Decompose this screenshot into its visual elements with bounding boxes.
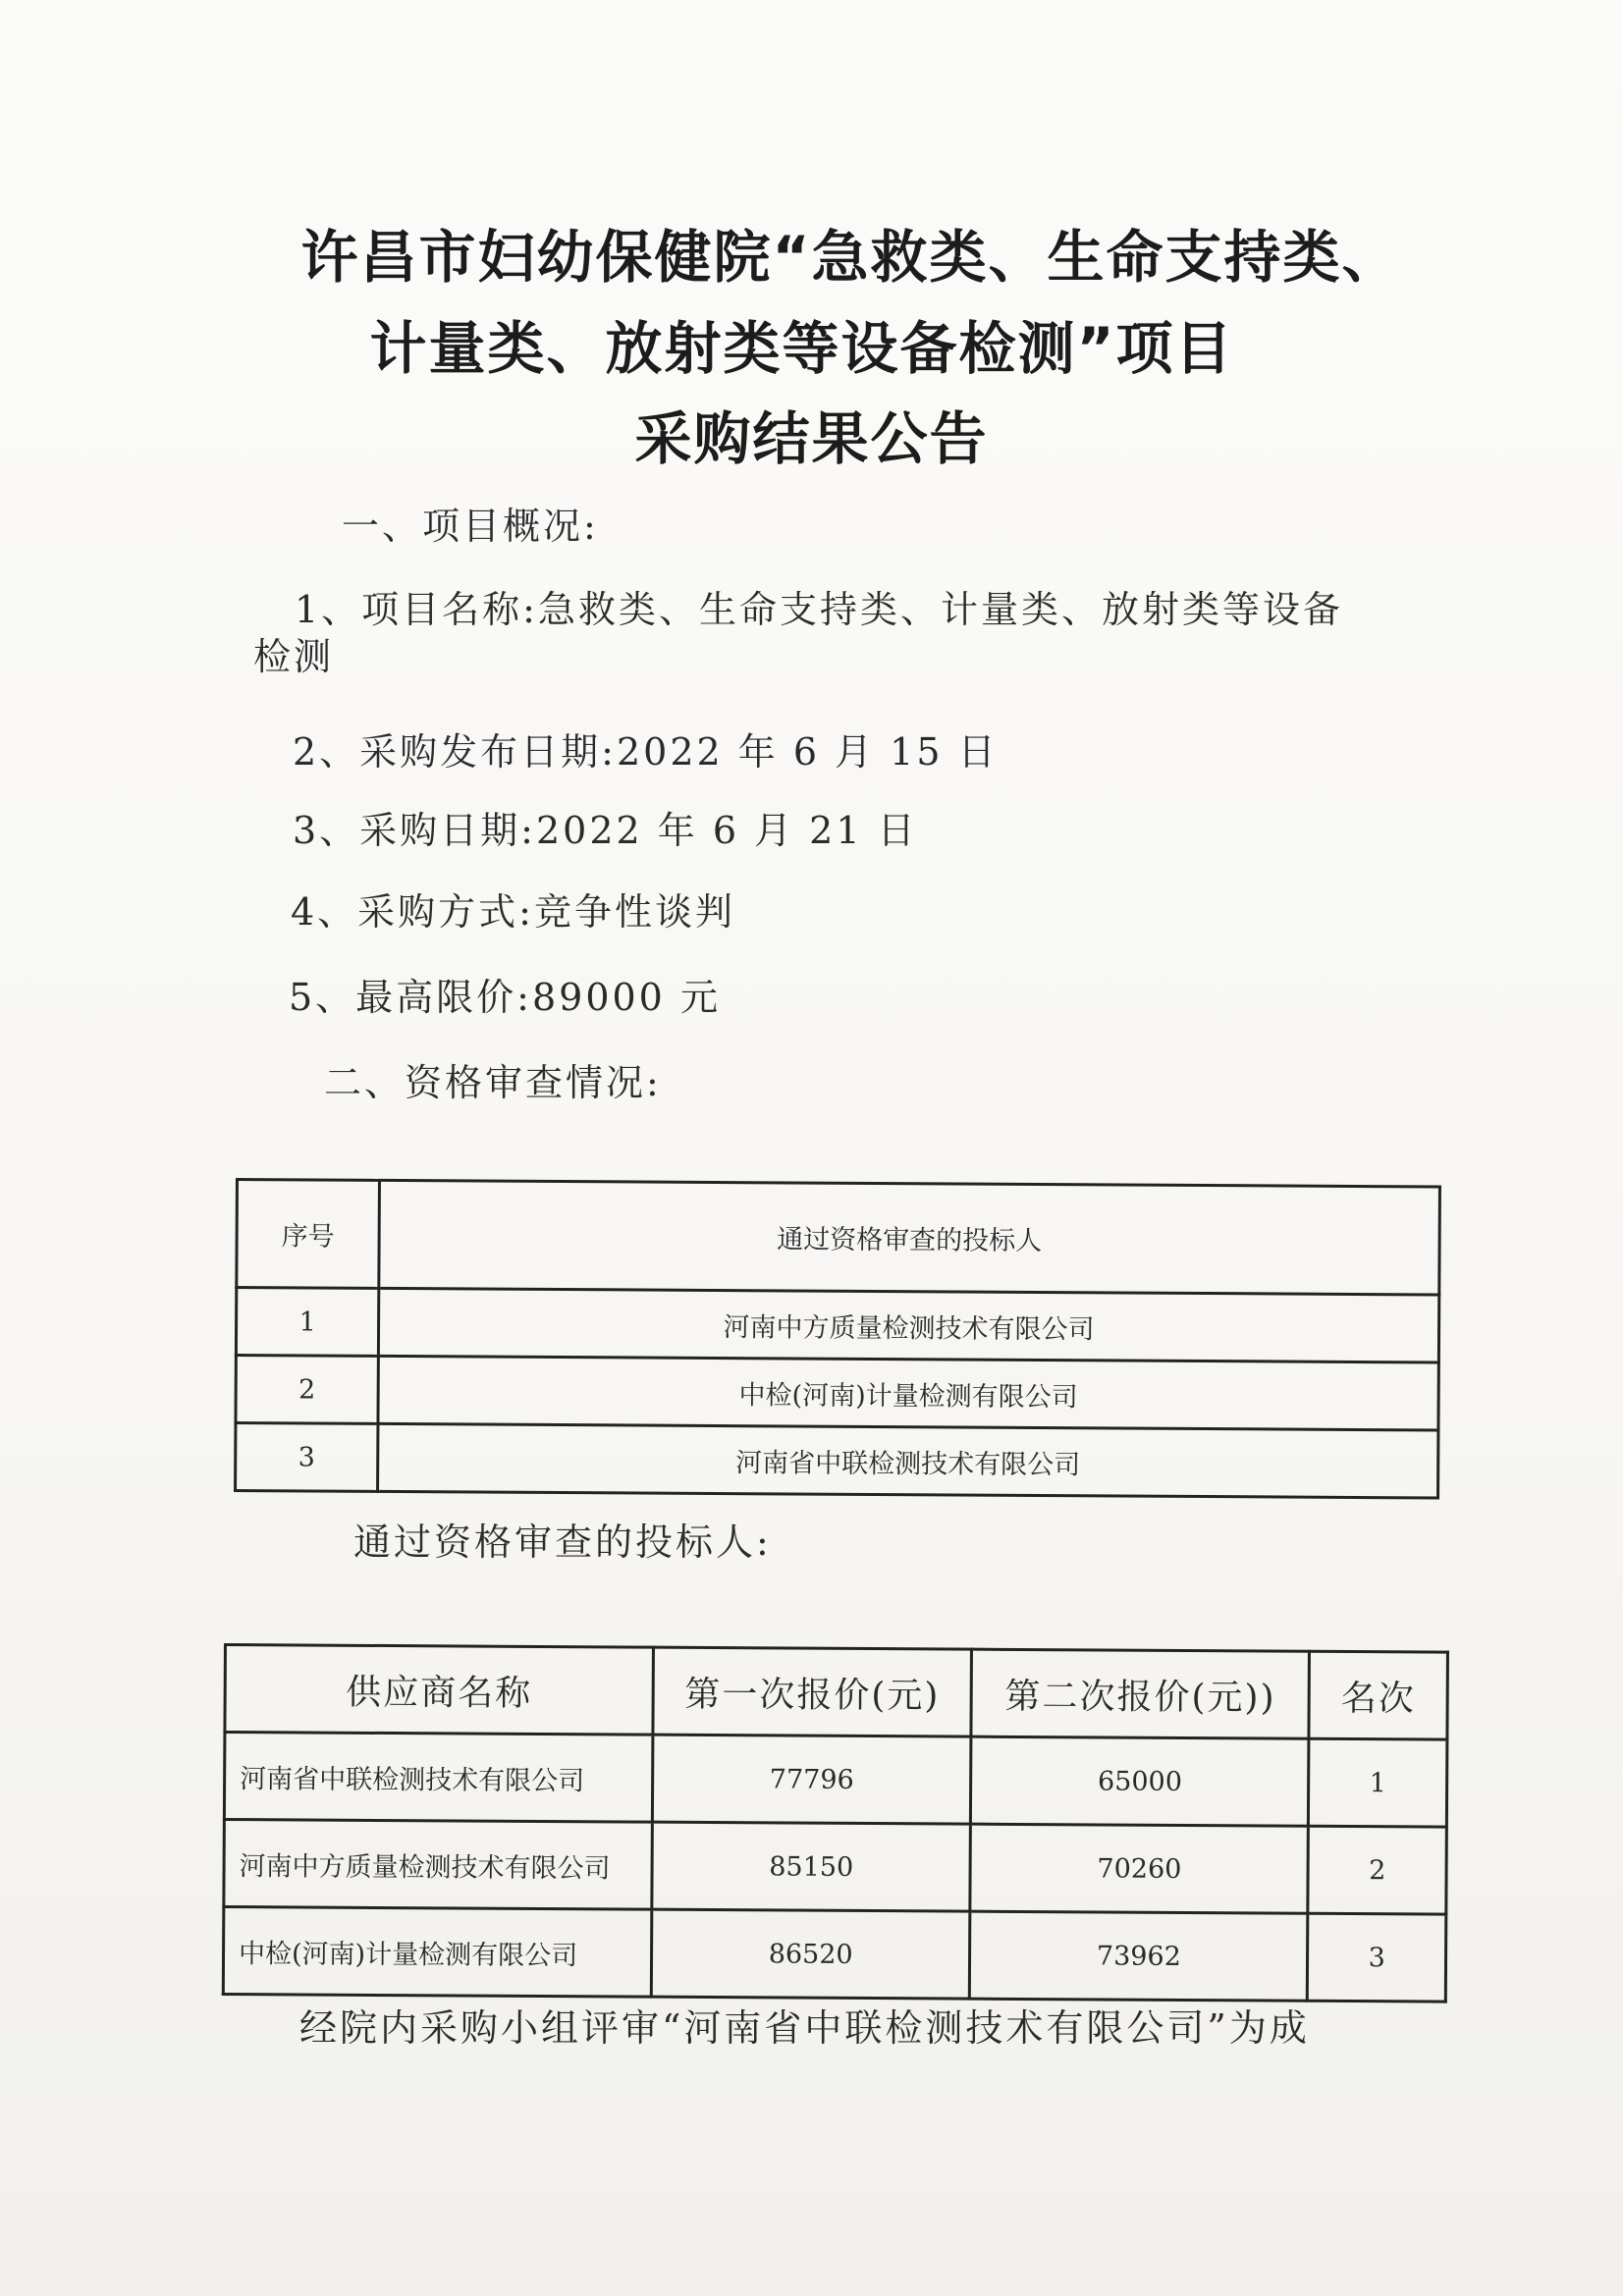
purchase-date-line: 3、采购日期:2022 年 6 月 21 日 — [293, 809, 918, 852]
quote-table — [222, 1643, 1449, 2003]
header-no: 序号 — [237, 1180, 380, 1289]
second-quote: 65000 — [971, 1736, 1310, 1826]
section2-heading: 二、资格审查情况: — [324, 1061, 662, 1104]
header-supplier: 供应商名称 — [225, 1645, 653, 1735]
table-row — [223, 1907, 1446, 2002]
rank: 3 — [1308, 1913, 1446, 2002]
rank: 1 — [1309, 1738, 1447, 1827]
table-row — [236, 1356, 1438, 1430]
title-line-2: 计量类、放射类等设备检测”项目 — [369, 315, 1234, 382]
row-no: 2 — [236, 1356, 378, 1424]
second-quote: 73962 — [970, 1911, 1309, 2001]
table-row — [236, 1288, 1438, 1362]
header-rank: 名次 — [1309, 1651, 1447, 1739]
table-row — [236, 1423, 1438, 1498]
row-name: 河南省中联检测技术有限公司 — [378, 1423, 1438, 1498]
table-row — [224, 1733, 1447, 1828]
conclusion-line: 经院内采购小组评审“河南省中联检测技术有限公司”为成 — [299, 2006, 1310, 2050]
passed-bidders-label: 通过资格审查的投标人: — [353, 1521, 772, 1564]
second-quote: 70260 — [970, 1824, 1309, 1913]
header-second-quote: 第二次报价(元)) — [971, 1649, 1310, 1738]
supplier-name: 河南省中联检测技术有限公司 — [224, 1733, 652, 1823]
header-first-quote: 第一次报价(元) — [653, 1647, 972, 1736]
first-quote: 85150 — [652, 1822, 971, 1911]
rank: 2 — [1308, 1826, 1446, 1914]
qualified-bidders-table — [234, 1178, 1441, 1499]
table-header-row — [237, 1180, 1440, 1295]
project-name-line: 1、项目名称:急救类、生命支持类、计量类、放射类等设备 — [295, 588, 1343, 631]
row-no: 1 — [236, 1288, 378, 1357]
project-name-line-cont: 检测 — [253, 635, 335, 678]
first-quote: 77796 — [652, 1735, 971, 1824]
title-line-3: 采购结果公告 — [634, 405, 989, 472]
table-row — [224, 1820, 1447, 1915]
row-name: 中检(河南)计量检测有限公司 — [378, 1356, 1438, 1430]
purchase-method-line: 4、采购方式:竞争性谈判 — [291, 890, 735, 934]
title-line-1: 许昌市妇幼保健院“急救类、生命支持类、 — [300, 224, 1401, 291]
supplier-name: 河南中方质量检测技术有限公司 — [224, 1820, 652, 1910]
publish-date-line: 2、采购发布日期:2022 年 6 月 15 日 — [293, 730, 999, 774]
max-price-line: 5、最高限价:89000 元 — [289, 976, 721, 1019]
row-name: 河南中方质量检测技术有限公司 — [378, 1288, 1438, 1362]
first-quote: 86520 — [651, 1909, 970, 1999]
section1-heading: 一、项目概况: — [342, 505, 599, 548]
supplier-name: 中检(河南)计量检测有限公司 — [223, 1907, 651, 1998]
header-bidder: 通过资格审查的投标人 — [379, 1180, 1440, 1295]
row-no: 3 — [236, 1423, 378, 1492]
table-header-row — [225, 1645, 1448, 1740]
